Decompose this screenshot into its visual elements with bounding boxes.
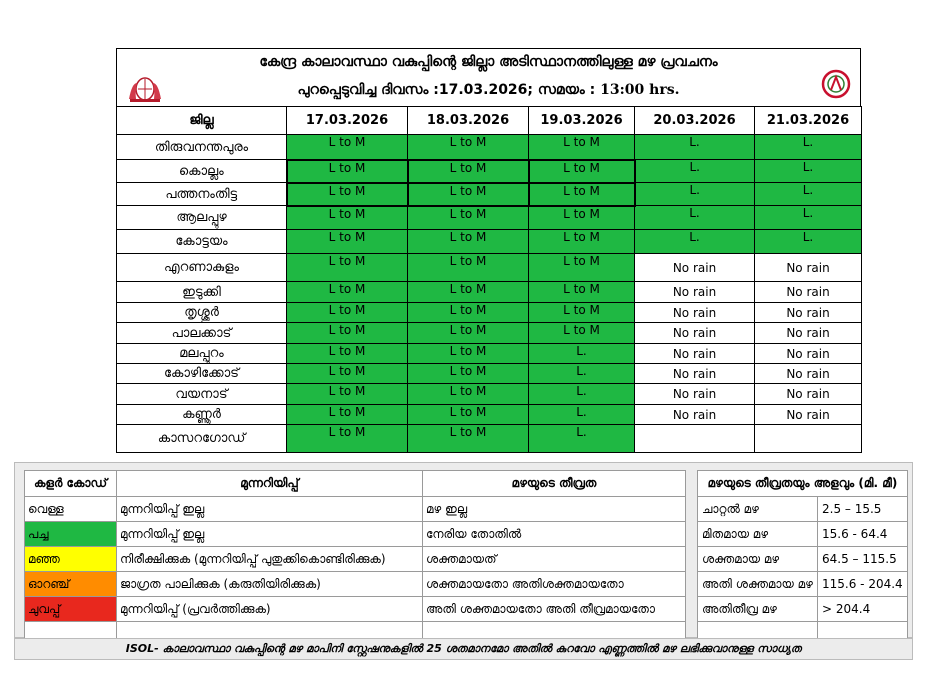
intensity-row xyxy=(698,597,908,622)
forecast-cell: No rain xyxy=(635,384,755,405)
forecast-cell: L. xyxy=(635,135,755,160)
forecast-cell: L to M xyxy=(287,282,408,303)
forecast-cell: L to M xyxy=(529,206,635,230)
forecast-cell: L. xyxy=(529,364,635,384)
legend-row xyxy=(25,547,686,572)
forecast-cell: L to M xyxy=(287,425,408,453)
forecast-row xyxy=(117,344,862,364)
issue-date-text: പുറപ്പെടുവിച്ച ദിവസം :17.03.2026; സമയം : xyxy=(297,82,601,98)
forecast-cell: No rain xyxy=(635,364,755,384)
forecast-cell: L. xyxy=(529,425,635,453)
district-name: പത്തനംതിട്ട xyxy=(117,183,287,206)
imd-logo-icon xyxy=(821,69,851,99)
forecast-cell xyxy=(755,425,862,453)
forecast-cell xyxy=(635,425,755,453)
issue-time: 13:00 hrs. xyxy=(600,82,680,98)
forecast-cell: L to M xyxy=(408,384,529,405)
legend-warning: നിരീക്ഷിക്കുക (മുന്നറിയിപ്പ് പുതുക്കികൊണ്ടിരിക്കുക) xyxy=(117,547,423,572)
issue-date-time xyxy=(117,82,860,98)
intensity-range: 64.5 – 115.5 xyxy=(818,547,908,572)
district-name: മലപ്പുറം xyxy=(117,344,287,364)
district-column-header: ജില്ല xyxy=(117,107,287,135)
forecast-cell: L. xyxy=(755,230,862,254)
legend-color-swatch: ഓറഞ്ച് xyxy=(25,572,117,597)
forecast-cell: L to M xyxy=(529,135,635,160)
legend-intensity: മഴ ഇല്ല xyxy=(423,497,686,522)
forecast-header-row xyxy=(117,107,862,135)
forecast-cell: L to M xyxy=(408,183,529,206)
rain-intensity-table xyxy=(697,470,908,647)
forecast-row xyxy=(117,254,862,282)
legend-color-swatch: വെള്ള xyxy=(25,497,117,522)
forecast-cell: L to M xyxy=(287,230,408,254)
intensity-range: > 204.4 xyxy=(818,597,908,622)
district-name: പാലക്കാട് xyxy=(117,323,287,344)
forecast-cell: L to M xyxy=(408,230,529,254)
intensity-row xyxy=(698,522,908,547)
forecast-cell: L. xyxy=(529,384,635,405)
color-code-legend-table xyxy=(24,470,686,647)
forecast-cell: L. xyxy=(755,135,862,160)
intensity-label: അതി ശക്തമായ മഴ xyxy=(698,572,818,597)
forecast-row xyxy=(117,425,862,453)
forecast-row xyxy=(117,230,862,254)
legend-intensity: ശക്തമായതോ അതിശക്തമായതോ xyxy=(423,572,686,597)
forecast-cell: L to M xyxy=(408,160,529,183)
forecast-cell: No rain xyxy=(755,282,862,303)
forecast-cell: No rain xyxy=(755,405,862,425)
forecast-row xyxy=(117,160,862,183)
legend-header-row xyxy=(25,471,686,497)
forecast-row xyxy=(117,183,862,206)
forecast-cell: No rain xyxy=(755,344,862,364)
legend-header-intensity: മഴയുടെ തീവ്രത xyxy=(423,471,686,497)
forecast-cell: L. xyxy=(529,344,635,364)
forecast-row xyxy=(117,364,862,384)
forecast-cell: L. xyxy=(755,160,862,183)
forecast-cell: No rain xyxy=(635,282,755,303)
legend-row xyxy=(25,522,686,547)
forecast-cell: No rain xyxy=(755,384,862,405)
date-header: 18.03.2026 xyxy=(408,107,529,135)
forecast-row xyxy=(117,323,862,344)
district-name: കാസറഗോഡ് xyxy=(117,425,287,453)
isol-footnote: ISOL- കാലാവസ്ഥാ വകുപ്പിന്റെ മഴ മാപിനി സ്റ്റേഷനുകളിൽ 25 ശതമാനമോ അതിൽ കുറവോ എണ്ണത്തിൽ മഴ ലഭിക്കുവാനുള്ള സാധ്യത xyxy=(14,638,913,660)
forecast-cell: L to M xyxy=(408,303,529,323)
report-title: കേന്ദ്ര കാലാവസ്ഥാ വകുപ്പിന്റെ ജില്ലാ അടിസ്ഥാനത്തിലുള്ള മഴ പ്രവചനം xyxy=(259,54,718,70)
forecast-cell: No rain xyxy=(755,303,862,323)
district-name: കോഴിക്കോട് xyxy=(117,364,287,384)
legend-row xyxy=(25,572,686,597)
forecast-cell: L to M xyxy=(529,323,635,344)
forecast-cell: L to M xyxy=(529,160,635,183)
legend-row xyxy=(25,597,686,622)
forecast-row xyxy=(117,303,862,323)
intensity-row xyxy=(698,497,908,522)
forecast-cell: L. xyxy=(635,206,755,230)
date-header: 17.03.2026 xyxy=(287,107,408,135)
intensity-label: ശക്തമായ മഴ xyxy=(698,547,818,572)
district-name: വയനാട് xyxy=(117,384,287,405)
forecast-cell: L to M xyxy=(408,254,529,282)
forecast-cell: No rain xyxy=(755,254,862,282)
intensity-label: ചാറ്റൽ മഴ xyxy=(698,497,818,522)
date-header: 21.03.2026 xyxy=(755,107,862,135)
forecast-cell: No rain xyxy=(635,254,755,282)
forecast-cell: No rain xyxy=(755,323,862,344)
forecast-cell: L to M xyxy=(529,303,635,323)
forecast-cell: L. xyxy=(635,230,755,254)
forecast-cell: L to M xyxy=(408,323,529,344)
intensity-range: 115.6 - 204.4 xyxy=(818,572,908,597)
forecast-cell: L to M xyxy=(408,344,529,364)
legend-warning: മുന്നറിയിപ്പ് ഇല്ല xyxy=(117,497,423,522)
forecast-cell: L to M xyxy=(287,364,408,384)
legend-intensity: നേരിയ തോതിൽ xyxy=(423,522,686,547)
forecast-cell: L. xyxy=(529,405,635,425)
legend-color-swatch: പച്ച xyxy=(25,522,117,547)
forecast-cell: L to M xyxy=(408,364,529,384)
forecast-cell: L to M xyxy=(529,254,635,282)
intensity-header-row xyxy=(698,471,908,497)
legend-header-warning: മുന്നറിയിപ്പ് xyxy=(117,471,423,497)
forecast-cell: L to M xyxy=(408,206,529,230)
forecast-cell: L. xyxy=(755,206,862,230)
forecast-cell: No rain xyxy=(635,344,755,364)
legend-warning: മുന്നറിയിപ്പ് (പ്രവർത്തിക്കുക) xyxy=(117,597,423,622)
district-name: ഇടുക്കി xyxy=(117,282,287,303)
forecast-cell: L to M xyxy=(529,282,635,303)
district-forecast-table xyxy=(116,106,862,453)
forecast-cell: L to M xyxy=(287,160,408,183)
legend-row xyxy=(25,497,686,522)
forecast-cell: No rain xyxy=(635,323,755,344)
legend-intensity: ശക്തമായത് xyxy=(423,547,686,572)
forecast-cell: L to M xyxy=(408,135,529,160)
intensity-header: മഴയുടെ തീവ്രതയും അളവും (മി. മീ) xyxy=(698,471,908,497)
legend-color-swatch: മഞ്ഞ xyxy=(25,547,117,572)
legend-intensity: അതി ശക്തമായതോ അതി തീവ്രമായതോ xyxy=(423,597,686,622)
forecast-row xyxy=(117,206,862,230)
forecast-cell: No rain xyxy=(635,405,755,425)
forecast-cell: No rain xyxy=(755,364,862,384)
forecast-cell: L. xyxy=(635,183,755,206)
forecast-cell: L. xyxy=(755,183,862,206)
forecast-cell: L to M xyxy=(529,183,635,206)
forecast-cell: L to M xyxy=(408,405,529,425)
legend-color-swatch: ചുവപ്പ് xyxy=(25,597,117,622)
forecast-row xyxy=(117,135,862,160)
legend-header-color: കളർ കോഡ് xyxy=(25,471,117,497)
district-name: കൊല്ലം xyxy=(117,160,287,183)
forecast-cell: L to M xyxy=(287,135,408,160)
report-header xyxy=(116,48,861,106)
district-name: കണ്ണൂർ xyxy=(117,405,287,425)
date-header: 20.03.2026 xyxy=(635,107,755,135)
intensity-range: 2.5 – 15.5 xyxy=(818,497,908,522)
forecast-cell: L to M xyxy=(287,344,408,364)
date-header: 19.03.2026 xyxy=(529,107,635,135)
forecast-cell: L. xyxy=(635,160,755,183)
legend-warning: ജാഗ്രത പാലിക്കുക (കരുതിയിരിക്കുക) xyxy=(117,572,423,597)
district-name: ആലപ്പുഴ xyxy=(117,206,287,230)
intensity-label: അതിതീവ്ര മഴ xyxy=(698,597,818,622)
forecast-cell: No rain xyxy=(635,303,755,323)
forecast-row xyxy=(117,384,862,405)
forecast-cell: L to M xyxy=(287,206,408,230)
legend-warning: മുന്നറിയിപ്പ് ഇല്ല xyxy=(117,522,423,547)
forecast-cell: L to M xyxy=(287,405,408,425)
intensity-row xyxy=(698,547,908,572)
forecast-row xyxy=(117,405,862,425)
forecast-cell: L to M xyxy=(287,303,408,323)
forecast-cell: L to M xyxy=(287,183,408,206)
forecast-row xyxy=(117,282,862,303)
forecast-cell: L to M xyxy=(287,254,408,282)
district-name: തൃശ്ശൂർ xyxy=(117,303,287,323)
intensity-range: 15.6 - 64.4 xyxy=(818,522,908,547)
forecast-cell: L to M xyxy=(529,230,635,254)
intensity-row xyxy=(698,572,908,597)
forecast-cell: L to M xyxy=(408,282,529,303)
district-name: തിരുവനന്തപുരം xyxy=(117,135,287,160)
forecast-cell: L to M xyxy=(287,323,408,344)
forecast-cell: L to M xyxy=(287,384,408,405)
district-name: എറണാകുളം xyxy=(117,254,287,282)
forecast-cell: L to M xyxy=(408,425,529,453)
district-name: കോട്ടയം xyxy=(117,230,287,254)
intensity-label: മിതമായ മഴ xyxy=(698,522,818,547)
